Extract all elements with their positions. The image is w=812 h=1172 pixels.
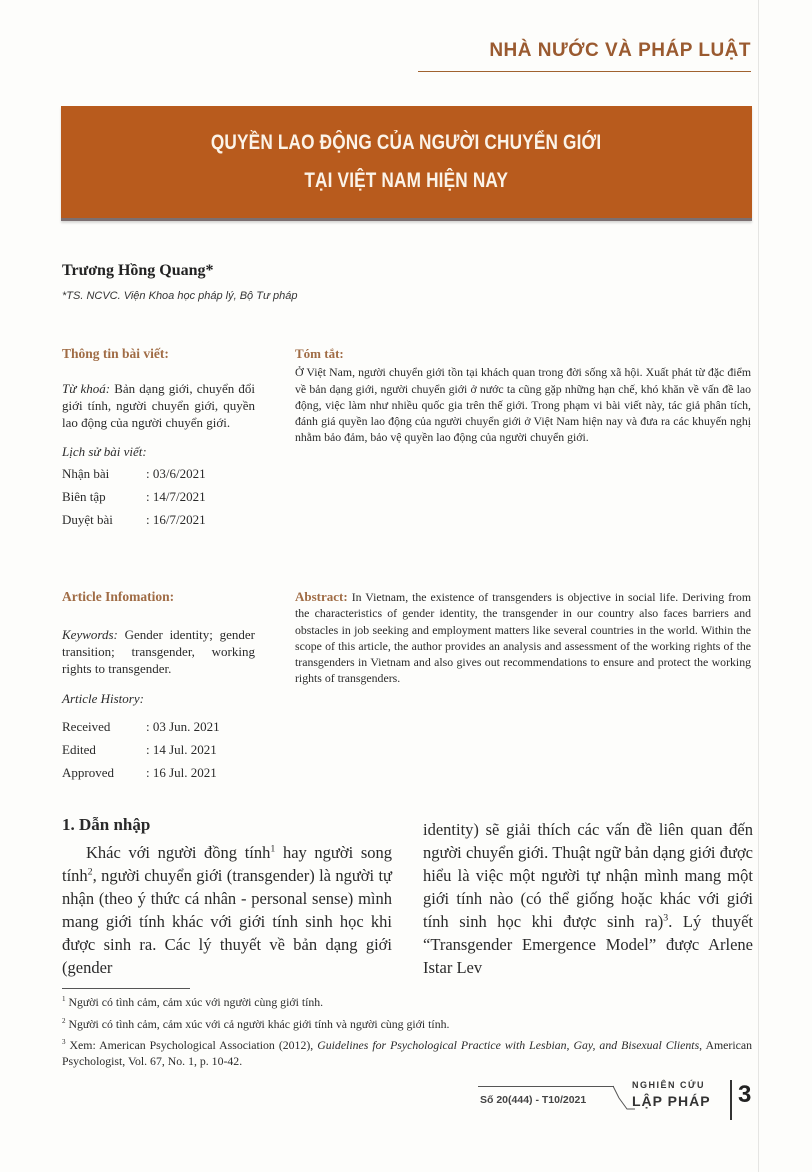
vi-history-list: [62, 462, 255, 531]
history-row: Duyệt bài : 16/7/2021: [62, 512, 206, 527]
title-banner: [61, 106, 752, 221]
vi-history-label: Lịch sử bài viết:: [62, 444, 147, 459]
history-row: Biên tập : 14/7/2021: [62, 489, 206, 504]
journal-brand-bottom: LẬP PHÁP: [632, 1093, 711, 1109]
section-header: NHÀ NƯỚC VÀ PHÁP LUẬT: [489, 40, 751, 61]
vi-info-heading: Thông tin bài viết:: [62, 346, 169, 361]
page-fold-shadow: [758, 0, 759, 1172]
vi-keywords-label: Từ khoá:: [62, 381, 111, 396]
page-number: 3: [738, 1081, 752, 1108]
vi-summary: [295, 346, 751, 446]
author-name: Trương Hồng Quang*: [62, 262, 214, 279]
history-row: Nhận bài : 03/6/2021: [62, 466, 206, 481]
en-abstract-heading: Abstract:: [295, 589, 348, 604]
en-history-list: [62, 715, 255, 784]
en-keywords: [62, 626, 255, 677]
footnote-1: $^1$ Người có tình cảm, cảm xúc với người cùng giới tính.: [62, 995, 324, 1009]
en-keywords-label: Keywords:: [62, 627, 118, 642]
history-row: Approved : 16 Jul. 2021: [62, 765, 217, 780]
author-affiliation: *TS. NCVC. Viện Khoa học pháp lý, Bộ Tư pháp: [62, 290, 298, 302]
footer-notch-line: [605, 1085, 635, 1115]
footnote-rule: [62, 988, 190, 989]
section-heading: 1. Dẫn nhập: [62, 815, 151, 834]
en-abstract-text: In Vietnam, the existence of transgenders is objective in social life. Deriving from the characteristics of gender identity, the transgender in our country also faces barriers and obstacles in job seeking and employment matters like several countries in the world. Within the scope of this article, the author provides an analysis and assessment of the working rights of the transgenders in Vietnam and also gives out recommendations to ensure and protect the working rights of transgenders.: [295, 590, 751, 686]
footnote-ref-1[interactable]: 1: [270, 843, 276, 855]
vi-keywords-text: Bản dạng giới, chuyển đổi giới tính, người chuyển giới, quyền lao động của người chuyển giới.: [62, 381, 256, 430]
vi-summary-text: Ở Việt Nam, người chuyển giới tồn tại khách quan trong đời sống xã hội. Xuất phát từ đặc điểm về bản dạng giới, người chuyển giới ở nước ta cũng gặp những hạn chế, khó khăn về vấn đề lao động, việc làm như nhiều quốc gia trên thế giới. Trong phạm vi bài viết này, tác giả phân tích, đánh giá quyền lao động của người chuyển giới ở Việt Nam hiện nay và đưa ra các khuyến nghị nhằm bảo đảm, bảo vệ quyền lao động của người chuyển giới.: [295, 365, 751, 445]
journal-brand-top: NGHIÊN CỨU: [632, 1080, 705, 1090]
vi-keywords: [62, 380, 255, 431]
en-article-info: [62, 588, 255, 784]
en-history-label: Article History:: [62, 691, 144, 706]
footnote-3: $^3$ Xem: American Psychological Association (2012), Guidelines for Psychological Practice with Lesbian, Gay, and Bisexual Clients, American Psychologist, Vol. 67, No. 1, p. 10-42.: [62, 1038, 752, 1068]
footer-rule: [478, 1086, 614, 1087]
body-column-2: identity) sẽ giải thích các vấn đề liên quan đến người chuyển giới. Thuật ngữ bản dạng giới được hiểu là việc một người tự nhận mình mang một giới tính nào (có thể giống hoặc khác với giới tính sinh học khi được sinh ra)$^3$. Lý thuyết “Transgender Emergence Model” được Arlene Istar Lev: [423, 820, 753, 977]
footnote-ref-2[interactable]: 2: [87, 866, 93, 878]
body-column-1: Khác với người đồng tính$^1$ hay người song tính$^2$, người chuyển giới (transgender) là người tự nhận (theo ý thức cá nhân - personal sense) mình mang giới tính khác với giới tính sinh học khi được sinh ra. Các lý thuyết về bản dạng giới (gender: [62, 843, 392, 977]
history-row: Edited : 14 Jul. 2021: [62, 742, 217, 757]
issue-number: Số 20(444) - T10/2021: [480, 1094, 587, 1106]
footer-separator: [730, 1080, 732, 1120]
title-line-1: QUYỀN LAO ĐỘNG CỦA NGƯỜI CHUYỂN GIỚI: [211, 131, 602, 154]
en-abstract: [295, 589, 751, 687]
vi-article-info: [62, 345, 255, 531]
en-info-heading: Article Infomation:: [62, 589, 175, 604]
header-rule: [418, 71, 751, 72]
history-row: Received : 03 Jun. 2021: [62, 719, 220, 734]
footnote-ref-3[interactable]: 3: [663, 912, 669, 924]
vi-summary-heading: Tóm tắt:: [295, 346, 344, 361]
en-keywords-text: Gender identity; gender transition; transgender, working rights to transgender.: [62, 627, 255, 676]
footnote-2: $^2$ Người có tình cảm, cảm xúc với cả người khác giới tính và người cùng giới tính.: [62, 1017, 450, 1031]
title-line-2: TẠI VIỆT NAM HIỆN NAY: [304, 169, 509, 192]
